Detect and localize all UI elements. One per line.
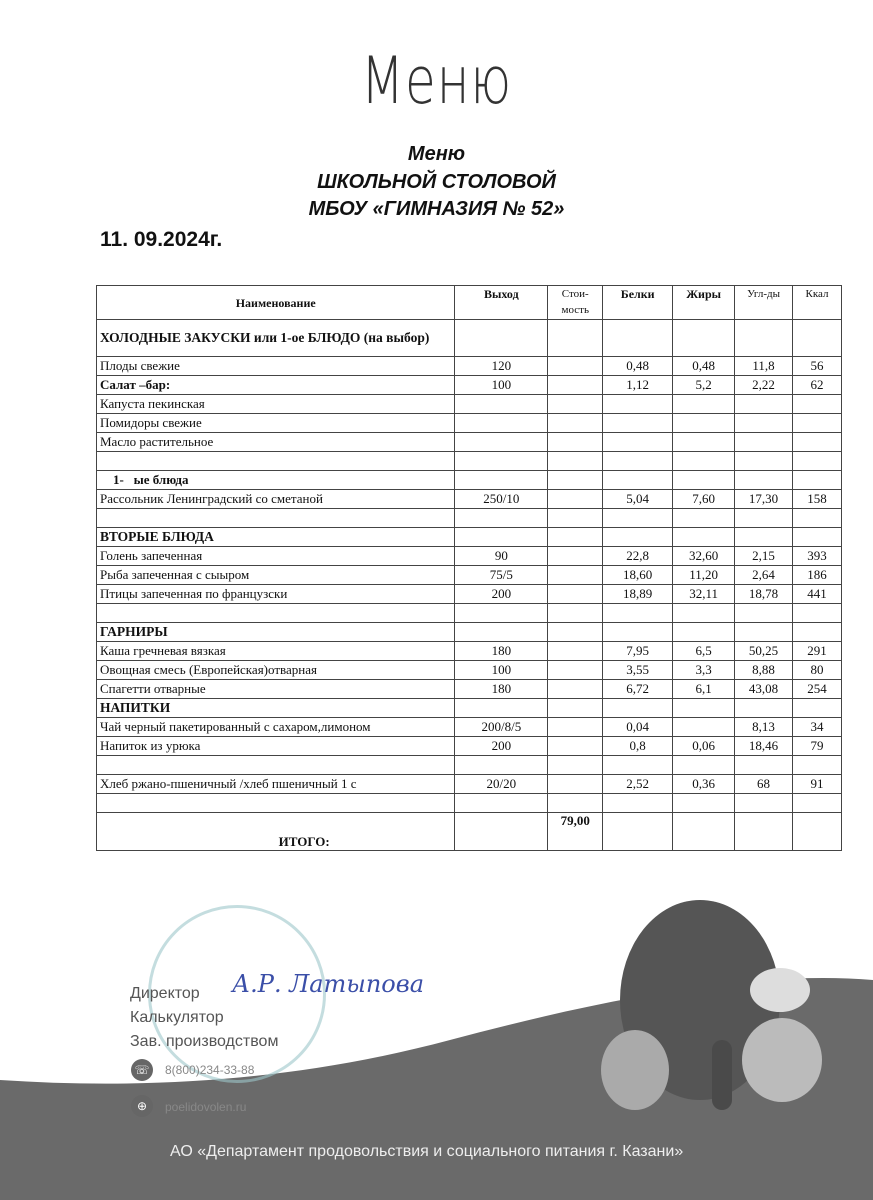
- kcal-cell: 158: [793, 490, 842, 509]
- col-name: Наименование: [97, 286, 455, 320]
- protein-cell: [603, 395, 673, 414]
- protein-cell: [603, 452, 673, 471]
- fat-cell: [673, 452, 735, 471]
- carbs-cell: [735, 528, 793, 547]
- kcal-cell: 62: [793, 376, 842, 395]
- dish-name: НАПИТКИ: [97, 699, 455, 718]
- yield-cell: [455, 320, 548, 357]
- kcal-cell: [793, 623, 842, 642]
- table-row: [97, 471, 842, 490]
- protein-cell: 22,8: [603, 547, 673, 566]
- yield-cell: 120: [455, 357, 548, 376]
- total-empty: [793, 813, 842, 851]
- dish-name: [97, 756, 455, 775]
- cost-cell: [548, 376, 603, 395]
- title-line-2: ШКОЛЬНОЙ СТОЛОВОЙ: [317, 171, 556, 193]
- total-row: [97, 813, 842, 851]
- yield-cell: [455, 623, 548, 642]
- protein-cell: 0,8: [603, 737, 673, 756]
- carbs-cell: [735, 320, 793, 357]
- cost-cell: [548, 452, 603, 471]
- cost-cell: [548, 490, 603, 509]
- dish-name: Каша гречневая вязкая: [97, 642, 455, 661]
- kcal-cell: [793, 509, 842, 528]
- phone-icon: ☏: [131, 1059, 153, 1081]
- dish-name: Голень запеченная: [97, 547, 455, 566]
- yield-cell: 200: [455, 585, 548, 604]
- kcal-cell: [793, 471, 842, 490]
- yield-cell: 200/8/5: [455, 718, 548, 737]
- yield-cell: [455, 452, 548, 471]
- carbs-cell: [735, 471, 793, 490]
- kcal-cell: 186: [793, 566, 842, 585]
- kcal-cell: [793, 604, 842, 623]
- cost-cell: [548, 357, 603, 376]
- total-cost: 79,00: [548, 813, 603, 851]
- yield-cell: [455, 433, 548, 452]
- cost-cell: [548, 604, 603, 623]
- cost-cell: [548, 699, 603, 718]
- fat-cell: [673, 718, 735, 737]
- carbs-cell: [735, 433, 793, 452]
- production-label: Зав. производством: [130, 1033, 279, 1050]
- carbs-cell: 17,30: [735, 490, 793, 509]
- carbs-cell: 43,08: [735, 680, 793, 699]
- protein-cell: [603, 699, 673, 718]
- cost-cell: [548, 642, 603, 661]
- organization-name: АО «Департамент продовольствия и социального питания г. Казани»: [170, 1143, 684, 1160]
- dish-name: [97, 794, 455, 813]
- fat-cell: [673, 471, 735, 490]
- col-cost: Стои-мость: [548, 286, 603, 320]
- signature: А.Р. Латыпова: [232, 970, 425, 998]
- kcal-cell: 291: [793, 642, 842, 661]
- cost-cell: [548, 547, 603, 566]
- yield-cell: [455, 604, 548, 623]
- protein-cell: [603, 604, 673, 623]
- cost-cell: [548, 680, 603, 699]
- protein-cell: [603, 433, 673, 452]
- director-label: Директор: [130, 985, 200, 1002]
- fat-cell: 32,11: [673, 585, 735, 604]
- total-empty: [673, 813, 735, 851]
- carbs-cell: [735, 509, 793, 528]
- fat-cell: 7,60: [673, 490, 735, 509]
- protein-cell: 6,72: [603, 680, 673, 699]
- dish-name: Салат –бар:: [97, 376, 455, 395]
- carbs-cell: 8,13: [735, 718, 793, 737]
- cartoon-character: [712, 1040, 732, 1110]
- kcal-cell: [793, 528, 842, 547]
- kcal-cell: 79: [793, 737, 842, 756]
- cost-cell: [548, 718, 603, 737]
- kcal-cell: [793, 756, 842, 775]
- kcal-cell: [793, 395, 842, 414]
- fat-cell: [673, 414, 735, 433]
- carbs-cell: [735, 604, 793, 623]
- table-row: [97, 452, 842, 471]
- fat-cell: 0,06: [673, 737, 735, 756]
- globe-icon: ⊕: [131, 1095, 153, 1117]
- protein-cell: 5,04: [603, 490, 673, 509]
- dish-name: ВТОРЫЕ БЛЮДА: [97, 528, 455, 547]
- fat-cell: 3,3: [673, 661, 735, 680]
- carbs-cell: [735, 395, 793, 414]
- dish-name: ГАРНИРЫ: [97, 623, 455, 642]
- yield-cell: 100: [455, 661, 548, 680]
- total-empty: [603, 813, 673, 851]
- dish-name: Рыба запеченная с сыыром: [97, 566, 455, 585]
- protein-cell: 2,52: [603, 775, 673, 794]
- total-empty: [455, 813, 548, 851]
- cost-cell: [548, 585, 603, 604]
- kcal-cell: 34: [793, 718, 842, 737]
- protein-cell: [603, 623, 673, 642]
- cost-cell: [548, 528, 603, 547]
- dish-name: Капуста пекинская: [97, 395, 455, 414]
- cost-cell: [548, 623, 603, 642]
- table-row: [97, 623, 842, 642]
- protein-cell: 1,12: [603, 376, 673, 395]
- yield-cell: [455, 756, 548, 775]
- yield-cell: [455, 471, 548, 490]
- table-row: [97, 661, 842, 680]
- fat-cell: [673, 320, 735, 357]
- dish-name: [97, 604, 455, 623]
- dish-name: Напиток из урюка: [97, 737, 455, 756]
- carbs-cell: 18,46: [735, 737, 793, 756]
- cost-cell: [548, 471, 603, 490]
- cost-cell: [548, 566, 603, 585]
- fat-cell: [673, 528, 735, 547]
- carbs-cell: 18,78: [735, 585, 793, 604]
- cost-cell: [548, 509, 603, 528]
- kcal-cell: 441: [793, 585, 842, 604]
- protein-cell: 0,48: [603, 357, 673, 376]
- handwritten-title: Меню: [360, 43, 513, 119]
- kcal-cell: 393: [793, 547, 842, 566]
- phone-number: 8(800)234-33-88: [165, 1063, 255, 1077]
- dish-name: Птицы запеченная по французски: [97, 585, 455, 604]
- protein-cell: 0,04: [603, 718, 673, 737]
- cartoon-character: [742, 1018, 822, 1102]
- carbs-cell: [735, 452, 793, 471]
- table-row: [97, 642, 842, 661]
- carbs-cell: [735, 794, 793, 813]
- yield-cell: [455, 528, 548, 547]
- protein-cell: [603, 528, 673, 547]
- cost-cell: [548, 661, 603, 680]
- table-row: [97, 794, 842, 813]
- dish-name: Плоды свежие: [97, 357, 455, 376]
- fat-cell: 0,48: [673, 357, 735, 376]
- cost-cell: [548, 414, 603, 433]
- fat-cell: [673, 794, 735, 813]
- kcal-cell: 80: [793, 661, 842, 680]
- fat-cell: 6,1: [673, 680, 735, 699]
- table-row: [97, 699, 842, 718]
- yield-cell: 90: [455, 547, 548, 566]
- table-row: [97, 737, 842, 756]
- fat-cell: [673, 433, 735, 452]
- kcal-cell: [793, 414, 842, 433]
- table-row: [97, 357, 842, 376]
- yield-cell: 100: [455, 376, 548, 395]
- protein-cell: [603, 471, 673, 490]
- carbs-cell: [735, 623, 793, 642]
- protein-cell: 3,55: [603, 661, 673, 680]
- kcal-cell: [793, 452, 842, 471]
- table-row: [97, 376, 842, 395]
- cost-cell: [548, 320, 603, 357]
- yield-cell: 180: [455, 642, 548, 661]
- protein-cell: 7,95: [603, 642, 673, 661]
- protein-cell: [603, 794, 673, 813]
- protein-cell: 18,60: [603, 566, 673, 585]
- table-row: [97, 509, 842, 528]
- col-fat: Жиры: [673, 286, 735, 320]
- dish-name: Хлеб ржано-пшеничный /хлеб пшеничный 1 с: [97, 775, 455, 794]
- table-row: [97, 756, 842, 775]
- fat-cell: 0,36: [673, 775, 735, 794]
- cost-cell: [548, 395, 603, 414]
- yield-cell: [455, 414, 548, 433]
- fat-cell: 32,60: [673, 547, 735, 566]
- protein-cell: 18,89: [603, 585, 673, 604]
- yield-cell: 200: [455, 737, 548, 756]
- dish-name: Масло растительное: [97, 433, 455, 452]
- carbs-cell: 2,15: [735, 547, 793, 566]
- yield-cell: [455, 699, 548, 718]
- dish-name: Овощная смесь (Европейская)отварная: [97, 661, 455, 680]
- table-row: [97, 433, 842, 452]
- fat-cell: [673, 604, 735, 623]
- total-label: ИТОГО:: [97, 813, 455, 851]
- fat-cell: 5,2: [673, 376, 735, 395]
- carbs-cell: [735, 699, 793, 718]
- table-row: [97, 585, 842, 604]
- cost-cell: [548, 794, 603, 813]
- dish-name: Рассольник Ленинградский со сметаной: [97, 490, 455, 509]
- website: poelidovolen.ru: [165, 1100, 247, 1114]
- protein-cell: [603, 414, 673, 433]
- table-row: [97, 414, 842, 433]
- fat-cell: [673, 395, 735, 414]
- kcal-cell: [793, 699, 842, 718]
- carbs-cell: 11,8: [735, 357, 793, 376]
- carbs-cell: 68: [735, 775, 793, 794]
- table-row: [97, 680, 842, 699]
- dish-name: 1- ые блюда: [97, 471, 455, 490]
- cost-cell: [548, 756, 603, 775]
- carbs-cell: 8,88: [735, 661, 793, 680]
- kcal-cell: [793, 320, 842, 357]
- yield-cell: 20/20: [455, 775, 548, 794]
- table-row: [97, 566, 842, 585]
- cost-cell: [548, 737, 603, 756]
- yield-cell: 250/10: [455, 490, 548, 509]
- protein-cell: [603, 756, 673, 775]
- dish-name: ХОЛОДНЫЕ ЗАКУСКИ или 1-ое БЛЮДО (на выбор): [97, 320, 455, 357]
- kcal-cell: [793, 433, 842, 452]
- table-header-row: [97, 286, 842, 320]
- fat-cell: 11,20: [673, 566, 735, 585]
- dish-name: Помидоры свежие: [97, 414, 455, 433]
- title-line-1: Меню: [407, 143, 466, 165]
- yield-cell: 75/5: [455, 566, 548, 585]
- fat-cell: [673, 756, 735, 775]
- cost-cell: [548, 433, 603, 452]
- kcal-cell: [793, 794, 842, 813]
- fat-cell: [673, 623, 735, 642]
- col-carbs: Угл-ды: [735, 286, 793, 320]
- protein-cell: [603, 320, 673, 357]
- col-kcal: Ккал: [793, 286, 842, 320]
- carbs-cell: 2,64: [735, 566, 793, 585]
- menu-table: [96, 285, 842, 851]
- carbs-cell: 2,22: [735, 376, 793, 395]
- table-row: [97, 528, 842, 547]
- col-protein: Белки: [603, 286, 673, 320]
- dish-name: Спагетти отварные: [97, 680, 455, 699]
- title-line-3: МБОУ «ГИМНАЗИЯ № 52»: [308, 198, 565, 220]
- cost-cell: [548, 775, 603, 794]
- protein-cell: [603, 509, 673, 528]
- table-row: [97, 320, 842, 357]
- table-row: [97, 718, 842, 737]
- menu-date: 11. 09.2024г.: [100, 228, 223, 251]
- dish-name: [97, 509, 455, 528]
- fat-cell: [673, 699, 735, 718]
- dish-name: [97, 452, 455, 471]
- cartoon-character: [601, 1030, 669, 1110]
- carbs-cell: [735, 756, 793, 775]
- carbs-cell: [735, 414, 793, 433]
- table-row: [97, 547, 842, 566]
- col-yield: Выход: [455, 286, 548, 320]
- yield-cell: [455, 794, 548, 813]
- table-row: [97, 775, 842, 794]
- fat-cell: 6,5: [673, 642, 735, 661]
- carbs-cell: 50,25: [735, 642, 793, 661]
- table-row: [97, 604, 842, 623]
- yield-cell: 180: [455, 680, 548, 699]
- yield-cell: [455, 395, 548, 414]
- kcal-cell: 56: [793, 357, 842, 376]
- fat-cell: [673, 509, 735, 528]
- table-row: [97, 395, 842, 414]
- table-row: [97, 490, 842, 509]
- calculator-label: Калькулятор: [130, 1009, 224, 1026]
- yield-cell: [455, 509, 548, 528]
- kcal-cell: 91: [793, 775, 842, 794]
- kcal-cell: 254: [793, 680, 842, 699]
- total-empty: [735, 813, 793, 851]
- dish-name: Чай черный пакетированный с сахаром,лимоном: [97, 718, 455, 737]
